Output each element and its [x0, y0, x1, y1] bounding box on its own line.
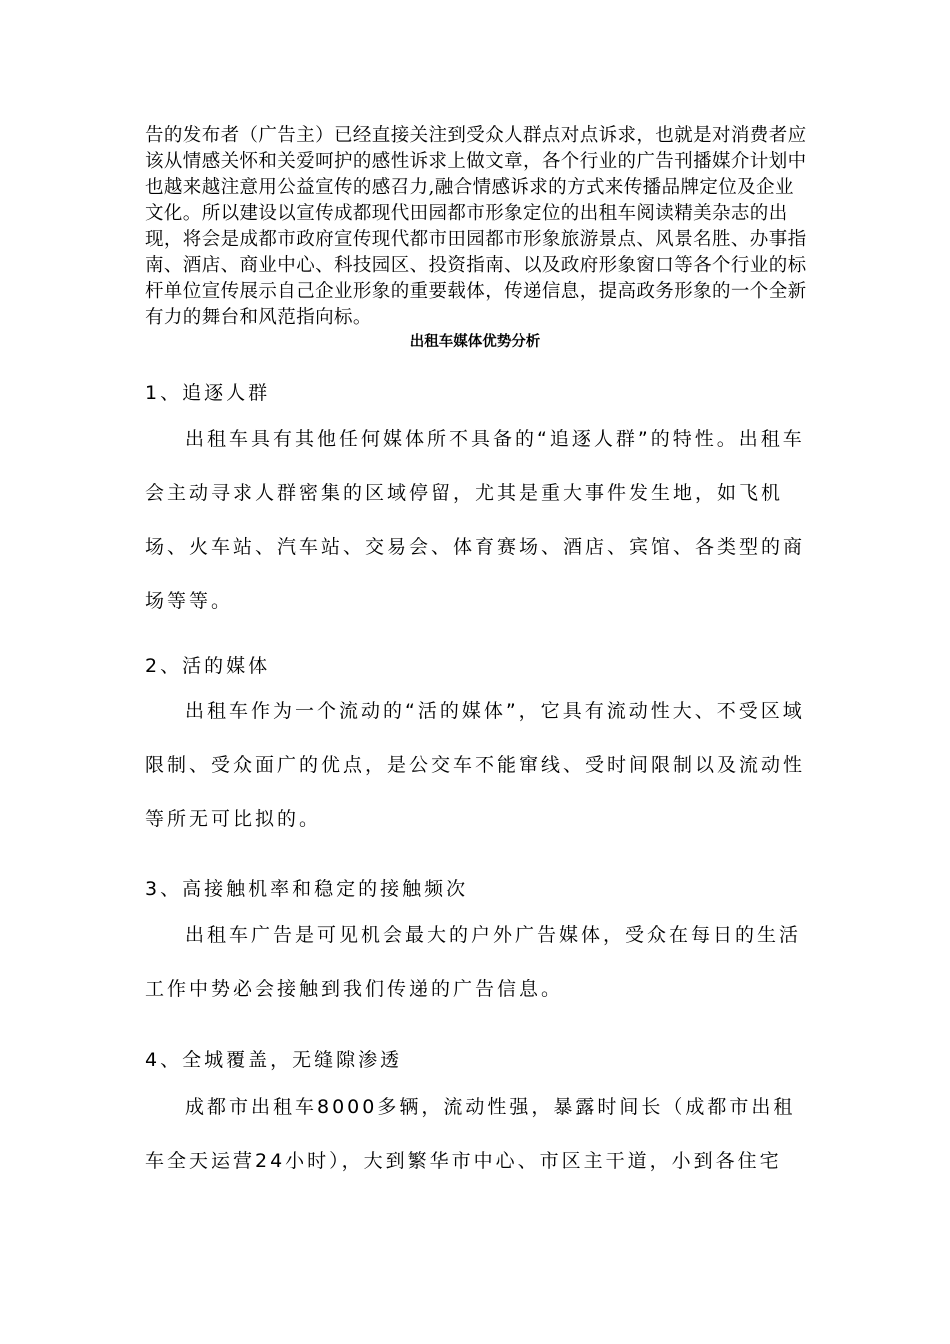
- paragraph-contact-frequency: 出租车广告是可见机会最大的户外广告媒体，受众在每日的生活工作中势必会接触到我们传递的广告信息。: [145, 924, 802, 1000]
- heading-city-coverage: 4、全城覆盖，无缝隙渗透: [145, 1049, 403, 1071]
- paragraph-city-coverage: 成都市出租车8000多辆，流动性强，暴露时间长（成都市出租车全天运营24小时），大到繁华市中心、市区主干道，小到各住宅: [145, 1096, 796, 1172]
- heading-living-media: 2、活的媒体: [145, 655, 271, 677]
- paragraph-chasing-crowds: 出租车具有其他任何媒体所不具备的“追逐人群”的特性。出租车会主动寻求人群密集的区域停留，尤其是重大事件发生地，如飞机场、火车站、汽车站、交易会、体育赛场、酒店、宾馆、各类型的商场等等。: [145, 428, 806, 612]
- section-title: 出租车媒体优势分析: [409, 334, 541, 350]
- paragraph-living-media: 出租车作为一个流动的“活的媒体”，它具有流动性大、不受区域限制、受众面广的优点，是公交车不能窜线、受时间限制以及流动性等所无可比拟的。: [145, 700, 806, 830]
- heading-contact-frequency: 3、高接触机率和稳定的接触频次: [145, 878, 469, 900]
- intro-paragraph: 告的发布者（广告主）已经直接关注到受众人群点对点诉求，也就是对消费者应该从情感关怀和关爱呵护的感性诉求上做文章，各个行业的广告刊播媒介计划中也越来越注意用公益宣传的感召力,融合情感诉求的方式来传播品牌定位及企业文化。所以建设以宣传成都现代田园都市形象定位的出租车阅读精美杂志的出现，将会是成都市政府宣传现代都市田园都市形象旅游景点、风景名胜、办事指南、酒店、商业中心、科技园区、投资指南、以及政府形象窗口等各个行业的标杆单位宣传展示自己企业形象的重要载体，传递信息，提高政务形象的一个全新有力的舞台和风范指向标。: [145, 125, 807, 328]
- heading-chasing-crowds: 1、追逐人群: [145, 382, 271, 404]
